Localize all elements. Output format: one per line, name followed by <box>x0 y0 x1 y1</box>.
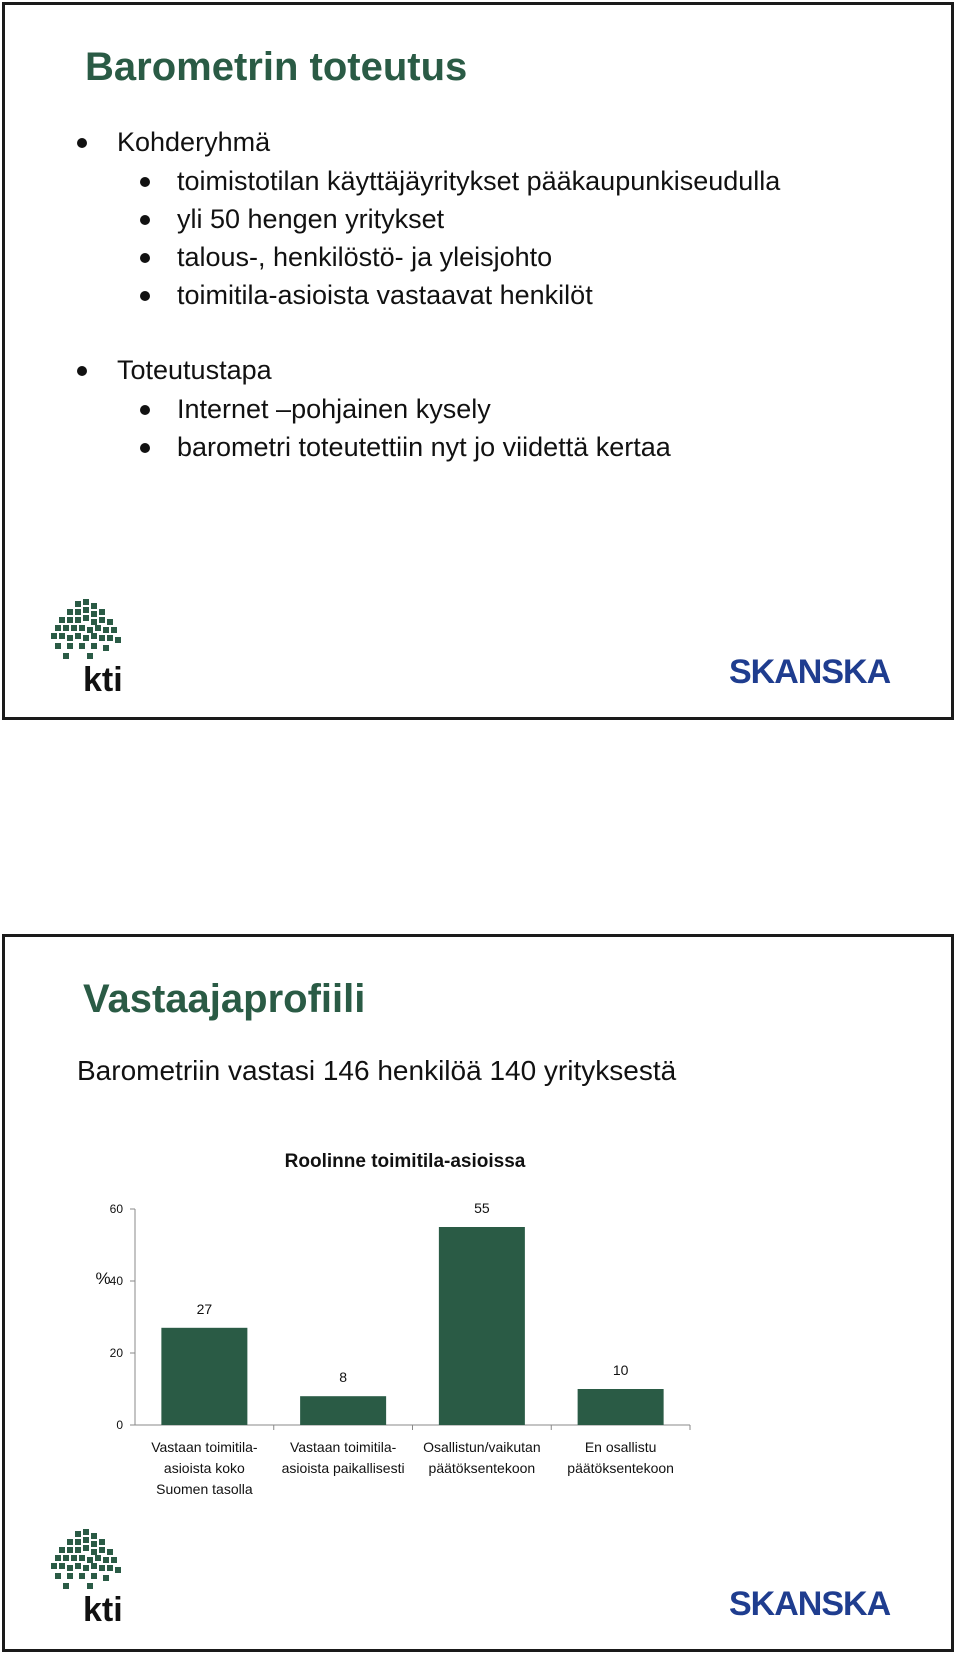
y-tick-label: 0 <box>116 1418 123 1432</box>
bullet-item: yli 50 hengen yritykset <box>177 204 445 234</box>
slide-title: Vastaajaprofiili <box>83 977 366 1021</box>
x-tick-label: Osallistun/vaikutan <box>423 1439 541 1455</box>
data-label: 8 <box>339 1369 348 1386</box>
x-tick-label: Vastaan toimitila- <box>151 1439 258 1455</box>
kti-logo <box>47 597 137 697</box>
data-label: 10 <box>612 1362 629 1378</box>
data-label: 27 <box>196 1300 213 1317</box>
y-tick-label: 60 <box>109 1202 123 1216</box>
skanska-logo-text: SKANSKA <box>729 1585 891 1623</box>
bullet-item: toimitila-asioista vastaavat henkilöt <box>177 280 593 310</box>
skanska-logo <box>729 1585 905 1621</box>
x-tick-label: asioista paikallisesti <box>281 1460 405 1476</box>
kti-logo-text: kti <box>83 1591 123 1629</box>
bar <box>300 1396 386 1425</box>
kti-logo <box>47 1527 137 1627</box>
chart-ylabel: % <box>95 1269 111 1288</box>
bullet-item: talous-, henkilöstö- ja yleisjohto <box>177 242 553 272</box>
bar <box>578 1389 664 1425</box>
bar <box>439 1227 525 1425</box>
x-tick-label: päätöksentekoon <box>567 1460 674 1476</box>
bullet-item: toimistotilan käyttäjäyritykset pääkaupunkiseudulla <box>177 166 781 196</box>
y-tick-label: 20 <box>109 1346 123 1360</box>
intro-text: Barometriin vastasi 146 henkilöä 140 yrityksestä <box>77 1055 677 1086</box>
y-tick-label: 40 <box>109 1274 123 1288</box>
bullet-item: barometri toteutettiin nyt jo viidettä kertaa <box>177 432 671 462</box>
bullet-item: Internet –pohjainen kysely <box>177 394 491 424</box>
bullet-kohderyhma: Kohderyhmä <box>117 127 271 157</box>
bar <box>161 1328 247 1425</box>
x-tick-label: Vastaan toimitila- <box>289 1439 397 1455</box>
x-tick-label: Suomen tasolla <box>156 1481 253 1497</box>
x-tick-label: asioista koko <box>163 1460 245 1476</box>
x-tick-label: En osallistu <box>584 1439 657 1455</box>
skanska-logo <box>729 653 905 689</box>
x-tick-label: päätöksentekoon <box>428 1460 536 1476</box>
skanska-logo-text: SKANSKA <box>729 653 891 691</box>
slide-vastaajaprofiili <box>2 934 954 1652</box>
slide-barometrin-toteutus <box>2 2 954 720</box>
kti-logo-text: kti <box>83 661 123 699</box>
bullet-toteutustapa: Toteutustapa <box>117 355 272 385</box>
data-label: 55 <box>474 1200 490 1216</box>
chart-title: Roolinne toimitila-asioissa <box>284 1151 526 1172</box>
slide-title: Barometrin toteutus <box>85 45 468 89</box>
bar-chart <box>75 1137 755 1497</box>
